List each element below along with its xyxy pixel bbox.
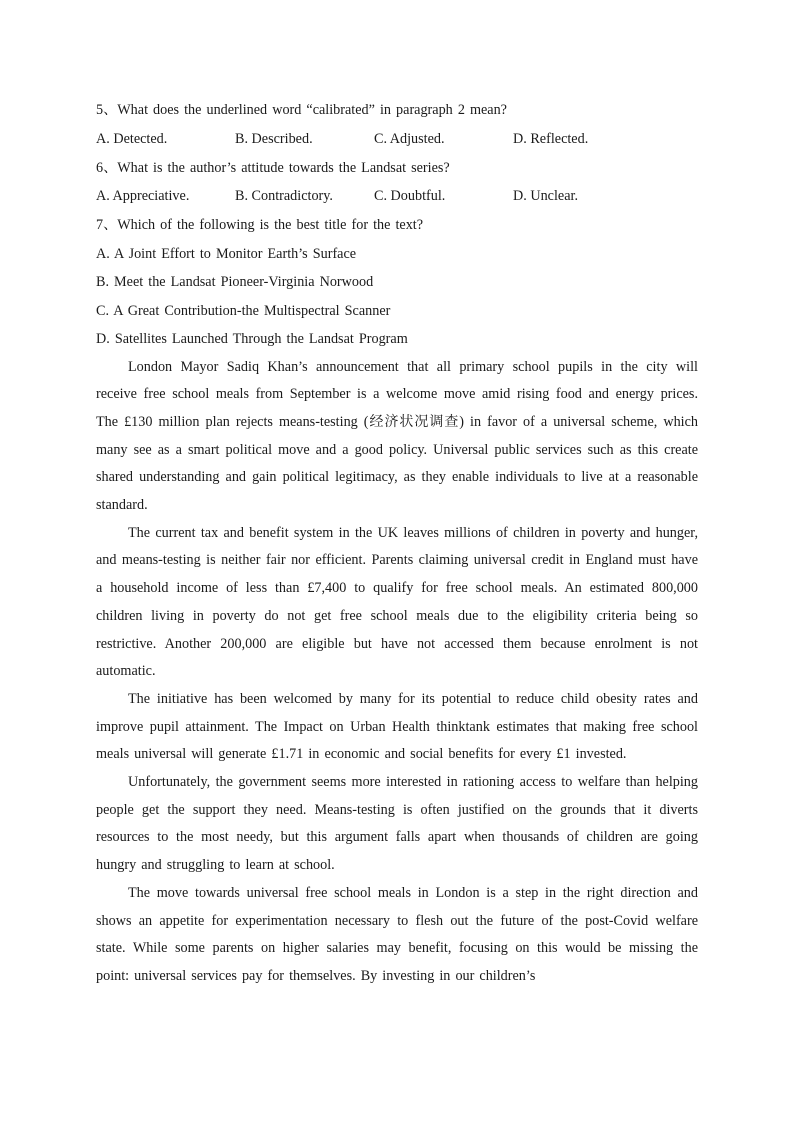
question-6 xyxy=(96,154,698,212)
question-5 xyxy=(96,96,698,154)
option-c: C. A Great Contribution-the Multispectral Scanner xyxy=(96,302,391,319)
option-d: D. Unclear. xyxy=(513,188,578,204)
passage-paragraph-4: Unfortunately, the government seems more interested in rationing access to welfare than helping people get the support they need. Means-testing is often justified on the grounds that it diverts resources to the most needy, but this argument falls apart when thousands of children are going hungry and struggling to learn at school. xyxy=(96,774,698,874)
option-d: D. Reflected. xyxy=(513,130,589,147)
option-b: B. Meet the Landsat Pioneer-Virginia Norwood xyxy=(96,274,374,290)
option-c: C. Doubtful. xyxy=(374,188,446,204)
option-d: D. Satellites Launched Through the Landsat Program xyxy=(96,331,408,347)
option-c: C. Adjusted. xyxy=(374,130,445,147)
question-options xyxy=(96,182,698,211)
option-a: A. Detected. xyxy=(96,130,168,147)
option-b: B. Contradictory. xyxy=(235,188,333,204)
question-7 xyxy=(96,211,698,354)
paragraph-text: ) in favor of a universal scheme, which many see as a smart political move and a good policy. Universal public services such as this create shared understanding and gain political legitimacy, as they enable individuals to live at a reasonable standard. xyxy=(96,413,698,514)
question-stem: 6、What is the author’s attitude towards the Landsat series? xyxy=(96,159,450,176)
reading-passage xyxy=(96,354,698,991)
option-b: B. Described. xyxy=(235,130,313,147)
question-stem: 5、What does the underlined word “calibrated” in paragraph 2 mean? xyxy=(96,102,507,118)
question-stem: 7、Which of the following is the best title for the text? xyxy=(96,217,424,233)
document-page xyxy=(96,96,698,991)
paragraph-text: London Mayor Sadiq Khan’s announcement that all primary school pupils in the city will receive free school meals from September is a welcome move amid rising food and energy prices. The £130 million plan rejects means-testing ( xyxy=(96,358,698,430)
passage-paragraph-3: The initiative has been welcomed by many for its potential to reduce child obesity rates and improve pupil attainment. The Impact on Urban Health thinktank estimates that making free school meals universal will generate £1.71 in economic and social benefits for every £1 invested. xyxy=(96,690,698,763)
passage-paragraph-2: The current tax and benefit system in the UK leaves millions of children in poverty and hunger, and means-testing is neither fair nor efficient. Parents claiming universal credit in England must have a household income of less than £7,400 to qualify for free school meals. An estimated 800,000 children living in poverty do not get free school meals due to the eligibility criteria being so restrictive. Another 200,000 are eligible but have not accessed them because enrolment is not automatic. xyxy=(96,524,698,680)
passage-paragraph-1 xyxy=(96,354,698,520)
question-options xyxy=(96,125,698,154)
option-a: A. Appreciative. xyxy=(96,188,190,204)
option-a: A. A Joint Effort to Monitor Earth’s Surface xyxy=(96,245,357,262)
passage-paragraph-5: The move towards universal free school meals in London is a step in the right direction and shows an appetite for experimentation necessary to flesh out the future of the post-Covid welfare state. While some parents on higher salaries may benefit, focusing on this would be missing the point: universal services pay for themselves. By investing in our children’s xyxy=(96,884,698,984)
chinese-annotation: 经济状况调查 xyxy=(368,413,460,430)
